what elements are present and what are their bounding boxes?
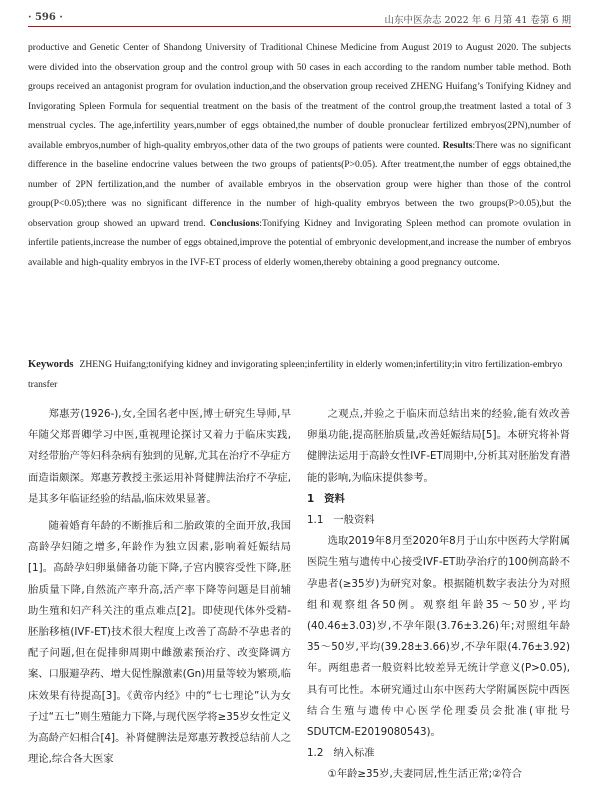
conclusions-label: Conclusions bbox=[209, 217, 260, 229]
header-rule bbox=[28, 26, 571, 27]
section-heading-materials: 1 资料 bbox=[307, 492, 345, 505]
keywords bbox=[28, 355, 571, 394]
abstract-methods-text: productive and Genetic Center of Shandong University of Traditional Chinese Medicine from August 2019 to August 2020. The subjects were divided into the observation group and the control group with 50 cases in each according to the random number table method. Both groups received an antagonist program for ovulation induction,and the observation group received ZHENG Huifang’s Tonifying Kidney and Invigorating Spleen Formula for sequential treatment on the basis of the treatment of the control group,the treatment lasted a total of 3 menstrual cycles. The age,infertility years,number of eggs obtained,the number of double pronuclear fertilized embryos(2PN),number of available embryos,number of high-quality embryos,other data of the two groups of patients were counted. bbox=[28, 42, 571, 151]
right-column bbox=[307, 404, 570, 786]
introduction-paragraph: 随着婚育年龄的不断推后和二胎政策的全面开放,我国高龄孕妇随之增多,年龄作为独立因素,影响着妊娠结局[1]。高龄孕妇卵巢储备功能下降,子宫内膜容受性下降,胚胎质量下降,自然流产率升高,活产率下降等问题是目前辅助生殖和妇产科关注的重点难点[2]。即使现代体外受精-胚胎移植(IVF-ET)技术很大程度上改善了高龄不孕患者的配子问题,但在促排卵周期中雌激素预治疗、改变降调方案、口服避孕药、增大促性腺激素(Gn)用量等较为繁琐,临床效果有待提高[3]。《黄帝内经》中的“七七理论”认为女子过“五七”则生殖能力下降,与现代医学将≥35岁女性定义为高龄产妇相合[4]。补肾健脾法是郑惠芳教授总结前人之理论,综合各大医家 bbox=[28, 520, 291, 766]
journal-header: 山东中医杂志 2022 年 6 月第 41 卷第 6 期 bbox=[384, 15, 571, 26]
english-abstract bbox=[28, 38, 571, 272]
general-data-paragraph: 选取2019年8月至2020年8月于山东中医药大学附属医院生殖与遗传中心接受IVF-ET助孕治疗的100例高龄不孕患者(≥35岁)为研究对象。根据随机数字表法分为对照组和观察组各50例。观察组年龄35～50岁,平均(40.46±3.03)岁,不孕年限(3.76±3.26)年;对照组年龄35～50岁,平均(39.28±3.66)岁,不孕年限(4.76±3.92)年。两组患者一般资料比较差异无统计学意义(P>0.05),具有可比性。本研究通过山东中医药大学附属医院中西医结合生殖与遗传中心医学伦理委员会批准(审批号SDUTCM-E2019080543)。 bbox=[307, 535, 570, 739]
introduction-continued: 之观点,并验之于临床而总结出来的经验,能有效改善卵巢功能,提高胚胎质量,改善妊娠结局[5]。本研究将补肾健脾法运用于高龄女性IVF-ET周期中,分析其对胚胎发育潜能的影响,为临床提供参考。 bbox=[307, 408, 570, 484]
subsection-heading-general: 1.1 一般资料 bbox=[307, 514, 375, 527]
abstract-results-text: :There was no significant difference in the baseline endocrine values between the two groups of patients(P>0.05). After treatment,the number of eggs obtained,the number of 2PN fertilization,and the number of available embryos in the observation group were higher than those of the control group(P<0.05);there was no significant difference in the number of high-quality embryos between the two groups(P>0.05),but the observation group showed an upward trend. bbox=[28, 139, 571, 229]
keywords-label: Keywords bbox=[28, 359, 74, 370]
results-label: Results bbox=[442, 139, 473, 151]
inclusion-criteria-paragraph: ①年龄≥35岁,夫妻同居,性生活正常;②符合 bbox=[327, 768, 522, 781]
left-column bbox=[28, 404, 291, 770]
author-bio-paragraph: 郑惠芳(1926-),女,全国名老中医,博士研究生导师,早年随父郑晋卿学习中医,重视理论探讨又着力于临床实践,对经带胎产等妇科杂病有独到的见解,尤其在治疗不孕症方面造诣颇深。郑惠芳教授主张运用补肾健脾法治疗不孕症,是其多年临证经验的结晶,临床效果显著。 bbox=[28, 408, 291, 505]
abstract-conclusions-text: :Tonifying Kidney and Invigorating Spleen method can promote ovulation in infertile patients,increase the number of eggs obtained,improve the potential of embryonic development,and increase the number of embryos available and high-quality embryos in the IVF-ET process of elderly women,thereby obtaining a good pregnancy outcome. bbox=[28, 217, 571, 268]
keywords-text: ZHENG Huifang;tonifying kidney and invigorating spleen;infertility in elderly women;infertility;in vitro fertilization-embryo transfer bbox=[28, 359, 563, 390]
subsection-heading-inclusion: 1.2 纳入标准 bbox=[307, 747, 375, 760]
page-number: · 596 · bbox=[28, 12, 63, 23]
